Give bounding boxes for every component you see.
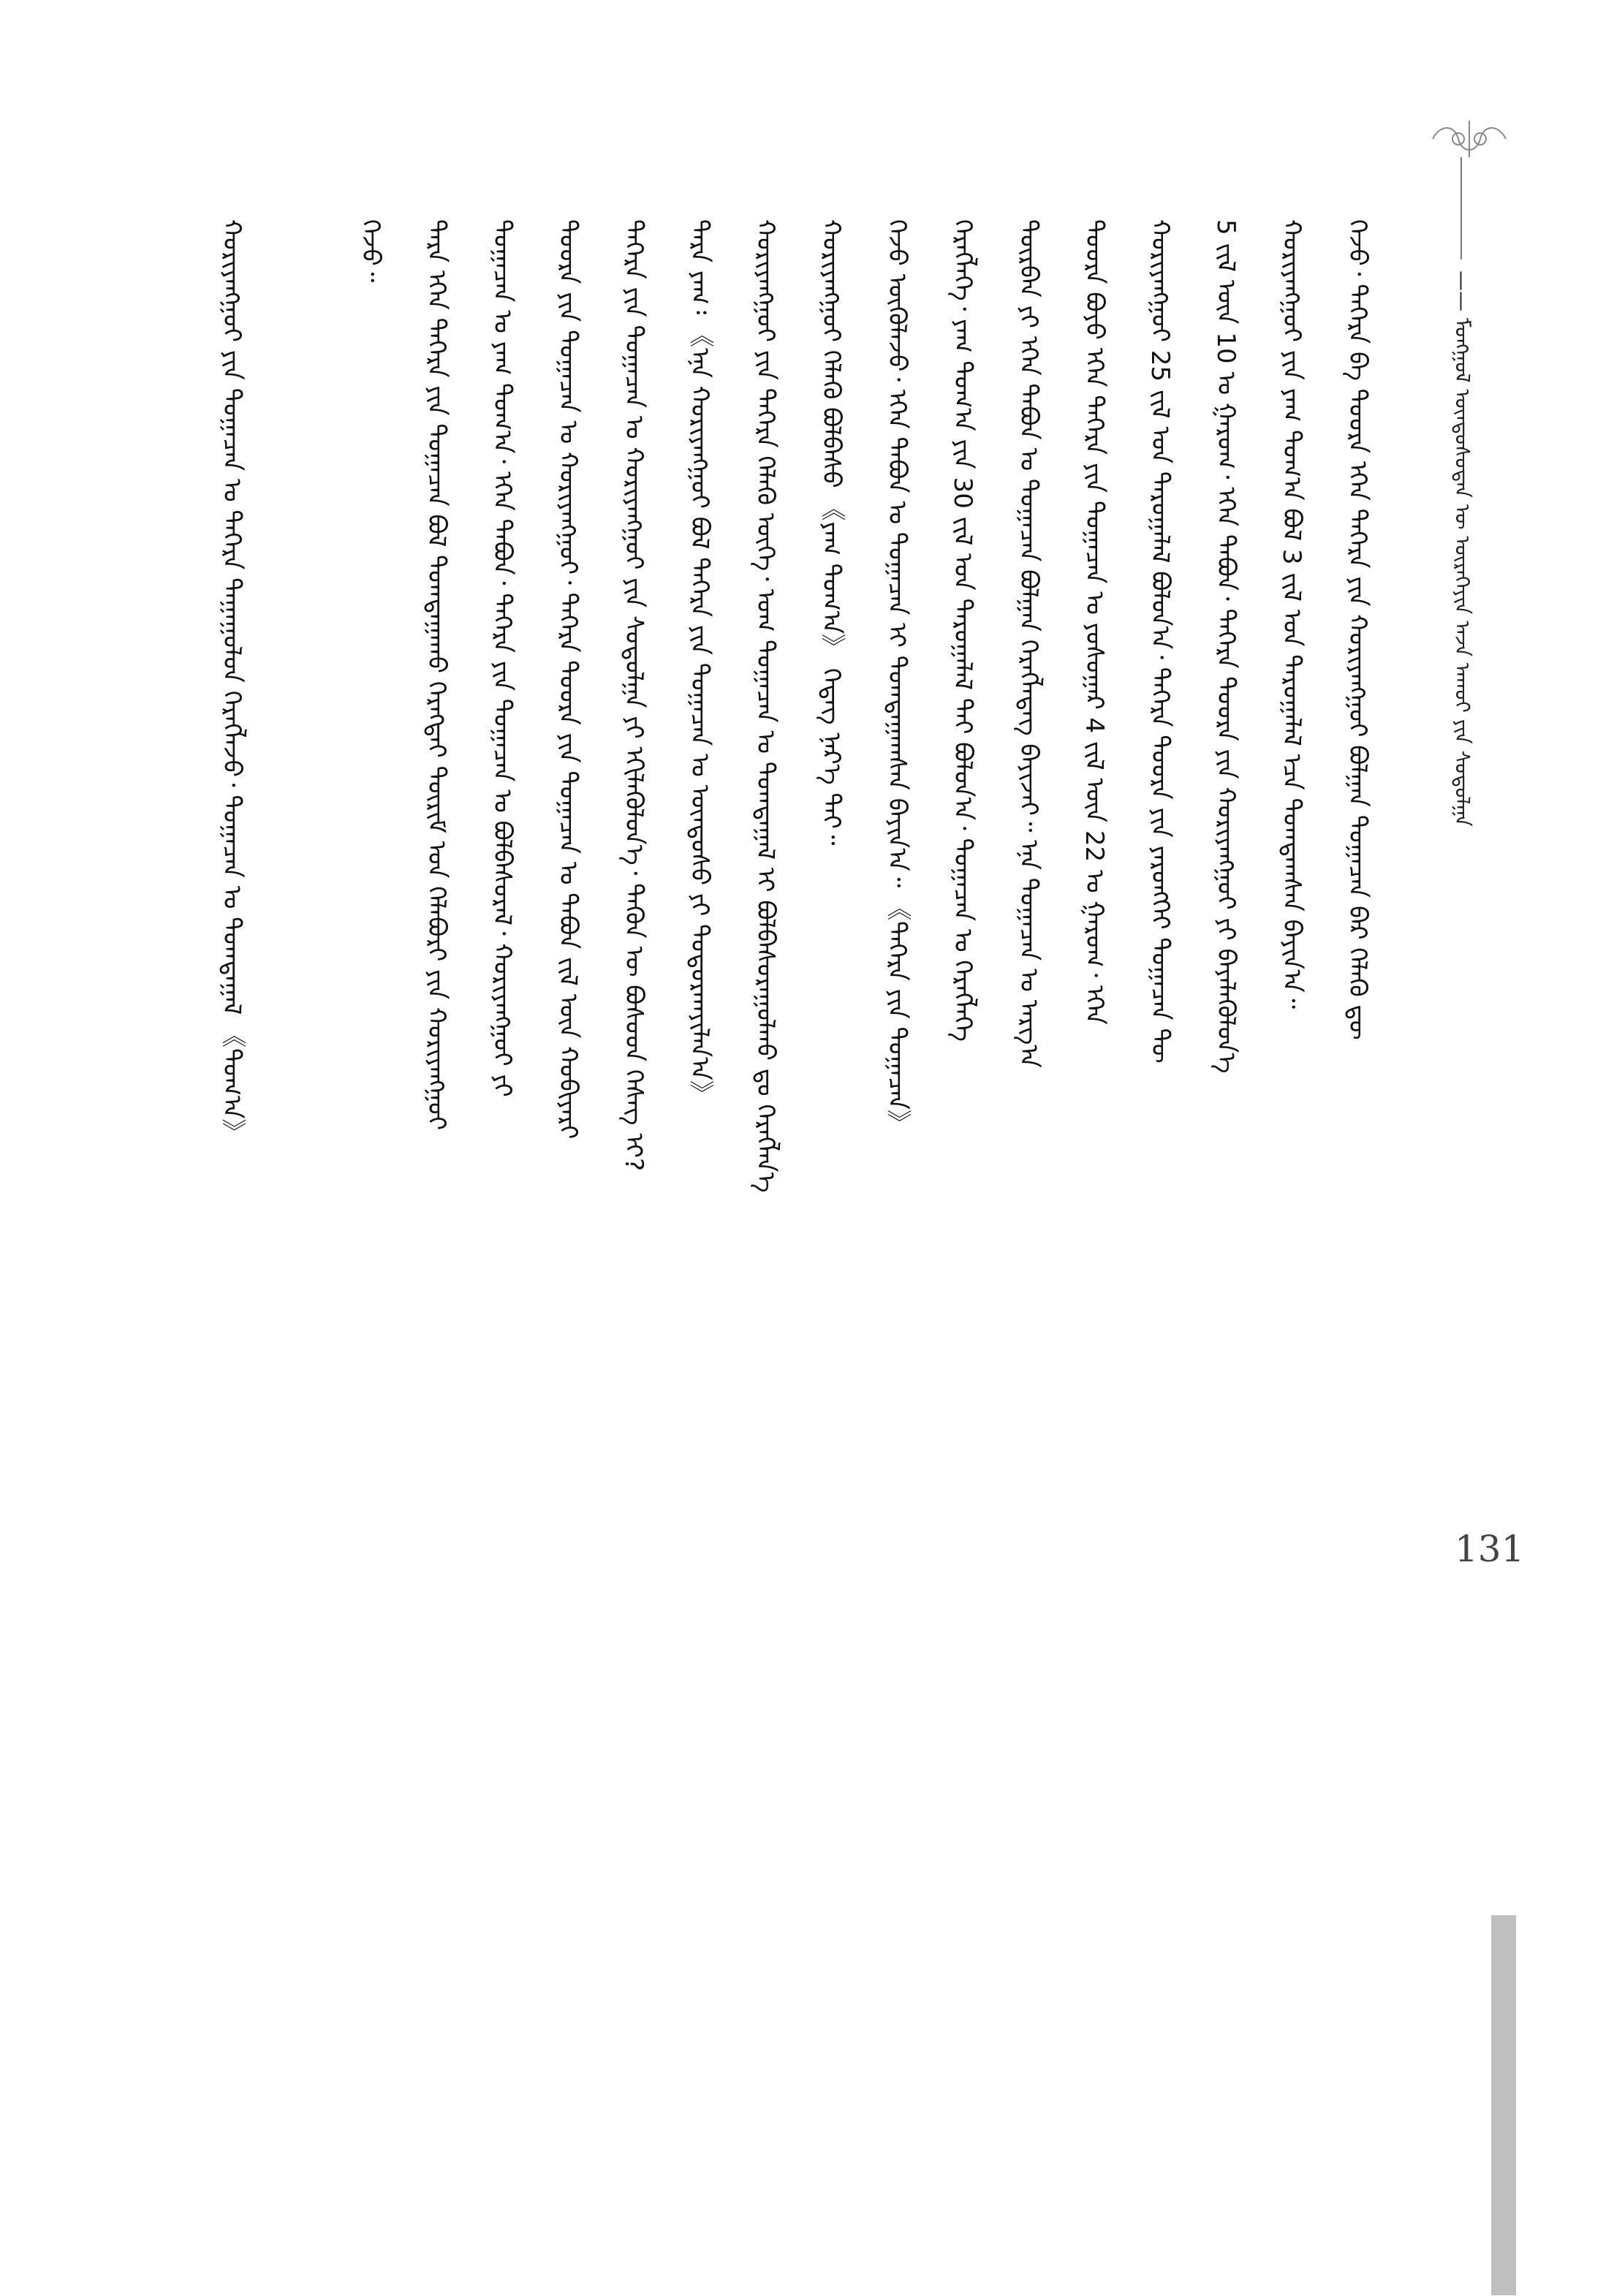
text-column: ᠳᠣᠣᠷᠠ ᠶᠢᠨ ᠲᠣᠭᠠᠴᠠᠨ ᠤ ᠬᠤᠷᠢᠶᠠᠩᠭᠤᠢ᠂ ᠳᠡᠭᠡᠷᠡ ᠳᠣᠣᠷᠠ ᠶᠢᠨ ᠲᠣᠭᠠᠴᠠᠨ ᠤ ᠲᠠᠪᠤᠨ ᠵᠢᠯ ᠦᠨ ᠬᠤᠪᠢᠶᠠᠷᠢ bbox=[553, 219, 583, 1140]
text-column: ᠭᠡᠵᠦ ᠦᠭᠦᠯᠡᠵᠦ᠂ ᠡᠬᠡᠨ ᠲᠠᠪᠤᠨ ᠤ ᠲᠣᠭᠠᠴᠠᠨ ᠢ ᠲᠣᠭᠲᠠᠭᠠᠭᠰᠠᠨ ᠪᠠᠶᠢᠨ᠎ᠠ᠃ 《ᠳᠡᠭᠡᠷᠡ ᠶᠢᠨ ᠲᠣᠭᠠᠴᠠᠨ》 bbox=[882, 219, 912, 1136]
text-column: 5 ᠵᠢᠯ ᠦᠨ 10 ᠤ ᠭᠠᠷᠤᠭ᠂ ᠡᠬᠡᠨ ᠲᠠᠪᠤᠨ᠂ ᠳᠡᠭᠡᠷᠡ ᠳᠣᠣᠷᠠ ᠶᠢᠨ ᠬᠤᠷᠢᠶᠠᠩᠭᠤᠢ ᠶᠢ ᠪᠡᠶᠡᠯᠡᠭᠦᠯᠦᠨ᠎ᠡ bbox=[1211, 219, 1240, 1074]
text-column: ᠬᠤᠷᠢᠶᠠᠩᠭᠤᠢ ᠶᠢᠨ ᠲᠣᠭᠠᠴᠠᠨ ᠤ ᠳᠡᠭᠡᠷᠡ ᠳᠠᠭᠠᠭᠤᠯᠤᠨ ᠬᠡᠷᠡᠭᠯᠡᠵᠦ᠂ ᠲᠣᠭᠠᠴᠠᠨ ᠤ ᠲᠣᠭᠲᠠᠭᠠᠯ 《ᠲᠣᠭ᠎ᠠ》 bbox=[217, 219, 246, 1145]
text-column: ᠭᠡᠵᠦ᠂ ᠳᠡᠭᠡᠷᠡ ᠪᠠ ᠳᠣᠣᠷᠠ ᠡᠬᠡᠨ ᠳᠡᠭᠡᠷᠡ ᠶᠢᠨ ᠬᠤᠷᠢᠶᠠᠩᠭᠤᠢ ᠪᠣᠯᠭᠠᠨ ᠲᠣᠭᠠᠴᠠᠨ ᠪᠠᠷ ᠬᠡᠯᠡᠬᠦ ᠳᠦ bbox=[1343, 219, 1372, 1040]
text-column: ᠲᠡᠷᠡ ᠡᠬᠡᠨ ᠳᠡᠭᠡᠷᠡ ᠶᠢᠨ ᠲᠣᠭᠠᠴᠠᠨ ᠪᠣᠯ ᠲᠣᠭᠲᠠᠭᠠᠬᠤ ᠬᠡᠷᠡᠭᠲᠡᠢ ᠳᠦᠷᠢᠮ ᠤᠨ ᠬᠡᠯᠡᠪᠦᠷᠢ ᠶᠢᠨ ᠬᠤᠷᠢᠶᠠᠩᠭᠤᠢ bbox=[422, 219, 451, 1131]
text-column: ᠬᠤᠷᠢᠶᠠᠩᠭᠤᠢ ᠶᠢᠨ ᠶᠠᠭ ᠲᠣᠭ᠎ᠠ ᠪᠣᠯ 3 ᠵᠢᠯ ᠤᠨ ᠳᠠᠷᠤᠭᠠᠯᠠᠯ ᠡᠴᠡ ᠲᠣᠭᠲᠠᠭᠰᠠᠨ ᠪᠠᠶᠢᠨ᠎ᠠ᠃ bbox=[1277, 219, 1306, 1009]
page-number: 131 bbox=[1455, 1528, 1525, 1570]
text-column: ᠲᠣᠭᠠᠴᠠᠨ ᠤ ᠶᠠᠭ ᠲᠣᠭ᠎ᠠ᠂ ᠡᠬᠡᠨ ᠲᠠᠪᠤᠨ᠂ ᠳᠡᠭᠡᠷᠡ ᠶᠢᠨ ᠲᠣᠭᠠᠴᠠᠨ ᠤ ᠪᠣᠯᠪᠠᠰᠤᠷᠠᠯ᠂ ᠬᠤᠷᠢᠶᠠᠩᠭᠤᠢ ᠶᠢ bbox=[488, 219, 517, 1097]
text-column: ᠲᠡᠷᠡ ᠶᠠᠭ᠄ 《ᠡᠨᠡ ᠬᠤᠷᠢᠶᠠᠩᠭᠤᠢ ᠪᠣᠯ ᠳᠡᠭᠡᠷᠡ ᠶᠢᠨ ᠲᠣᠭᠠᠴᠠᠨ ᠤ ᠦᠨᠳᠦᠰᠦ ᠶᠢ ᠲᠣᠳᠤᠷᠬᠠᠶᠢᠯᠠᠨ᠎ᠠ》 bbox=[685, 219, 714, 1106]
text-column: ᠭᠡᠵᠦ᠃ bbox=[356, 219, 385, 283]
text-column: ᠳᠣᠣᠷᠠ ᠪᠤᠶᠤ ᠡᠬᠡᠨ ᠳᠡᠭᠡᠷᠡ ᠶᠢᠨ ᠲᠣᠭᠠᠴᠠᠨ ᠤ ᠶᠣᠰᠤᠭᠠᠷ 4 ᠵᠢᠯ ᠦᠨ 22 ᠤ ᠭᠠᠷᠤᠭ᠂ ᠡᠬᠡᠨ bbox=[1080, 219, 1109, 1025]
text-column: ᠳᠦᠷᠪᠡᠨ ᠶᠢ ᠡᠬᠡᠨ ᠲᠠᠪᠤᠨ ᠤ ᠲᠣᠭᠠᠴᠠᠨ ᠪᠣᠯᠭᠠᠨ ᠬᠡᠷᠡᠭᠯᠡᠳᠡᠭ ᠪᠠᠶᠢᠵᠠᠢ᠃ ᠡᠨᠡ ᠲᠣᠭᠠᠴᠠᠨ ᠤ ᠠᠷᠭ᠎ᠠ bbox=[1014, 219, 1043, 1068]
text-column: ᠳᠡᠭᠡᠷᠡ ᠶᠢᠨ ᠲᠣᠭᠠᠴᠠᠨ ᠤ ᠬᠤᠷᠢᠶᠠᠩᠭᠤᠢ ᠶᠢᠨ ᠰᠤᠳᠤᠯᠭᠠ ᠶᠢ ᠡᠬᠢᠯᠡᠭᠦᠯᠦᠨ᠎ᠡ᠂ ᠲᠡᠭᠦᠨ ᠦ ᠪᠤᠰᠤᠳ ᠬᠡᠰᠡᠭ ᠢ? bbox=[619, 219, 648, 1172]
text-column: ᠬᠤᠷᠢᠶᠠᠩᠭᠤᠢ ᠶᠢᠨ ᠳᠡᠭᠡᠷᠡ ᠬᠡᠯᠡᠬᠦ ᠦᠭᠡ᠂ ᠤᠭ ᠲᠣᠭᠠᠴᠠᠨ ᠤ ᠲᠣᠭᠲᠠᠭᠠᠯ ᠢ ᠪᠣᠯᠪᠠᠰᠤᠷᠠᠭᠤᠯᠬᠤ ᠳᠤ ᠬᠡᠷᠡᠭᠯᠡᠨ᠎ᠡ bbox=[751, 219, 780, 1193]
text-column: ᠬᠤᠷᠢᠶᠠᠩᠭᠤᠢ ᠬᠡᠯᠡᠬᠦ ᠪᠣᠯᠪᠠᠰᠤ 《ᠶᠠᠭ ᠲᠣᠭ᠎ᠠ》 ᠭᠡᠳᠡᠭ ᠨᠡᠷ᠎ᠡ ᠲᠠᠢ᠃ bbox=[817, 219, 846, 846]
text-column: ᠬᠡᠷᠡᠭᠯᠡᠭᠡ᠂ ᠶᠠᠭ ᠲᠣᠭ᠎ᠠ ᠶᠢᠨ 30 ᠵᠢᠯ ᠤᠨ ᠳᠠᠷᠤᠭᠠᠯᠠᠯ ᠲᠠᠢ ᠪᠣᠯᠤᠨ᠎ᠠ᠂ ᠲᠣᠭᠠᠴᠠᠨ ᠤ ᠬᠡᠷᠡᠭᠯᠡᠭᠡ bbox=[948, 219, 977, 1042]
body-text bbox=[183, 219, 1382, 1959]
text-column: ᠬᠤᠷᠢᠶᠠᠩᠭᠤᠢ 25 ᠵᠢᠯ ᠤᠨ ᠳᠠᠷᠤᠭᠠᠯᠠᠯ ᠪᠣᠯᠤᠨ᠎ᠠ᠂ ᠳᠡᠭᠡᠷᠡ ᠳᠣᠣᠷᠠ ᠶᠢᠨ ᠶᠡᠷᠦᠩᠬᠡᠢ ᠲᠣᠭᠠᠴᠠᠨ ᠲᠦ bbox=[1145, 219, 1175, 1064]
running-header: —— ᠮᠣᠩᠭᠣᠯ ᠦᠨᠳᠦᠰᠦᠲᠡᠨ ᠦ ᠦᠷᠡᠬᠡᠶᠢᠨ ᠠᠵᠠ ᠠᠬᠤᠢ ᠶᠢᠨ ᠰᠤᠳᠤᠯᠭᠠ bbox=[1450, 270, 1474, 827]
header-divider bbox=[1460, 157, 1462, 259]
page-edge-bar bbox=[1491, 1915, 1516, 2295]
ornament-icon bbox=[1425, 117, 1513, 161]
